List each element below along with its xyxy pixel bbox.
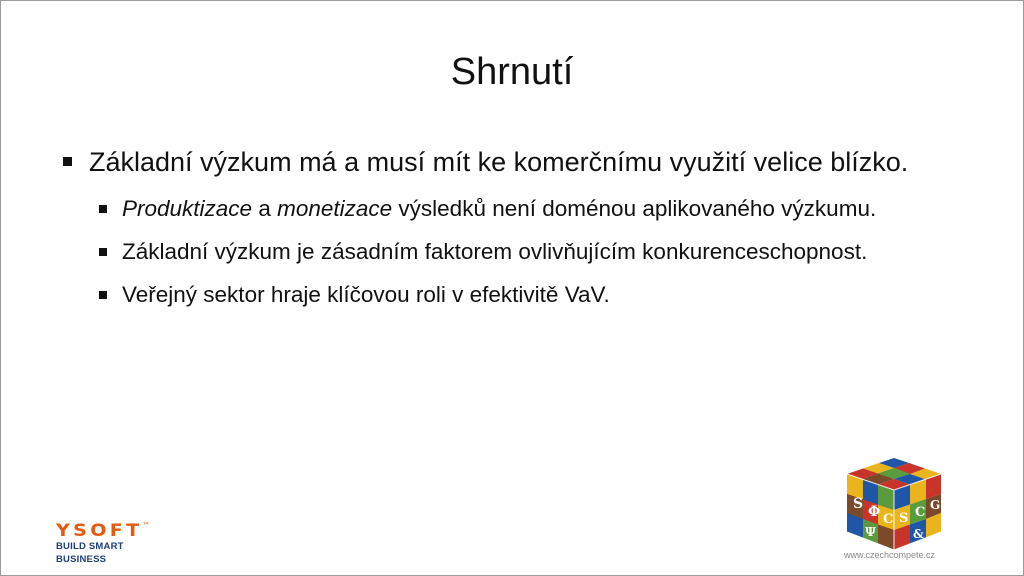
website-url: www.czechcompete.cz <box>844 550 936 560</box>
svg-text:G: G <box>930 498 941 512</box>
svg-text:C: C <box>883 512 894 527</box>
sub-bullet-2-text: Základní výzkum je zásadním faktorem ovlivňujícím konkurenceschopnost. <box>122 239 868 264</box>
slide-title: Shrnutí <box>450 51 574 93</box>
logo-tagline: BUILD SMART BUSINESS <box>56 541 124 565</box>
svg-text:Ψ: Ψ <box>865 525 876 539</box>
svg-text:Φ: Φ <box>868 504 881 520</box>
square-bullet-icon <box>99 205 107 213</box>
sub-bullet-3 <box>99 279 951 311</box>
svg-text:S: S <box>853 496 864 512</box>
slide-content <box>61 143 951 322</box>
main-bullet-text: Základní výzkum má a musí mít ke komerčnímu využití velice blízko. <box>89 147 909 177</box>
sub-bullet-2 <box>99 236 951 268</box>
sub-bullet-1-text: výsledků není doménou aplikovaného výzkumu. <box>392 196 877 221</box>
sub-bullet-1-connector: a <box>252 196 278 221</box>
sub-bullet-1 <box>99 193 951 225</box>
square-bullet-icon <box>63 157 72 166</box>
square-bullet-icon <box>99 291 107 299</box>
sub-bullet-1-emphasis-1: Produktizace <box>122 196 253 221</box>
square-bullet-icon <box>99 248 107 256</box>
svg-text:C: C <box>915 505 926 520</box>
sub-bullet-1-emphasis-2: monetizace <box>277 196 393 221</box>
logo-wordmark: YSOFT™ <box>56 521 150 541</box>
svg-text:S: S <box>899 511 909 526</box>
sub-bullet-3-text: Veřejný sektor hraje klíčovou roli v efektivitě VaV. <box>122 282 610 307</box>
letter-cube-logo-icon <box>843 456 945 552</box>
main-bullet <box>61 143 951 181</box>
svg-text:&: & <box>913 527 924 541</box>
ysoft-logo <box>56 517 176 565</box>
